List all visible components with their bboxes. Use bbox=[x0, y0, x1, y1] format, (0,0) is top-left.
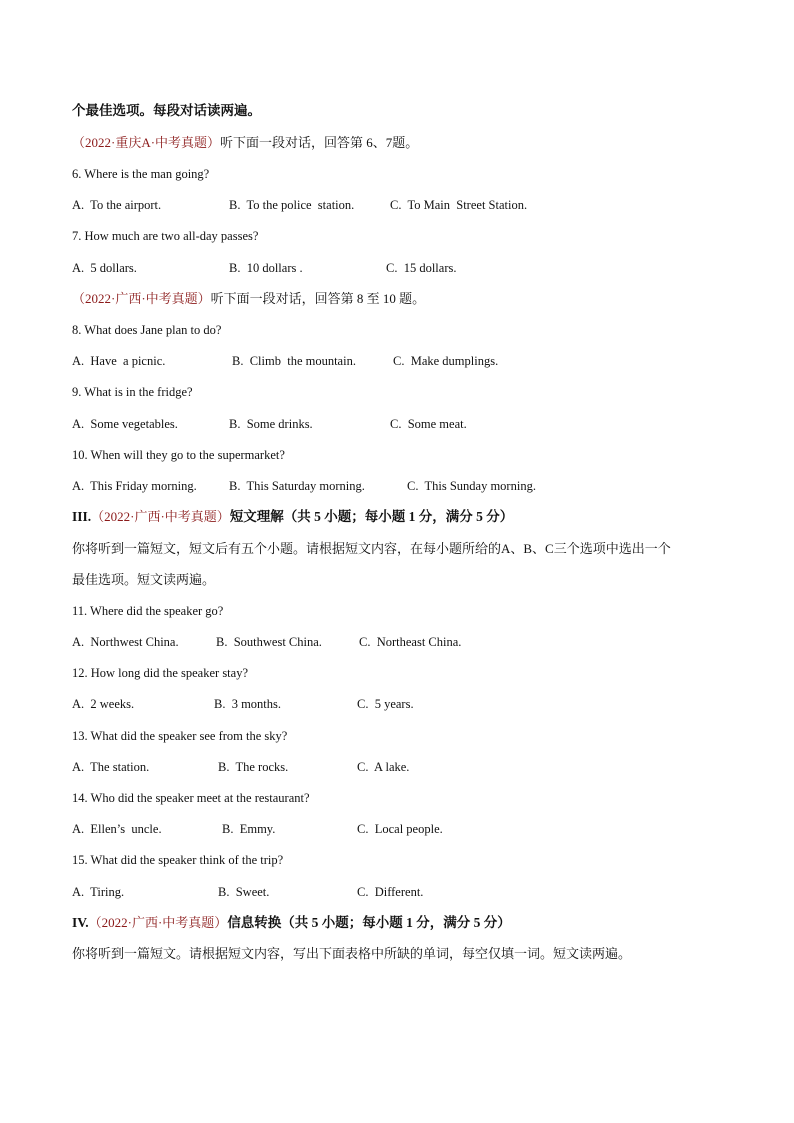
question-13: 13. What did the speaker see from the sky? bbox=[72, 729, 288, 743]
question-7: 7. How much are two all-day passes? bbox=[72, 229, 259, 243]
q6-option-c: C. To Main Street Station. bbox=[390, 198, 528, 212]
q8-option-a: A. Have a picnic. bbox=[72, 354, 166, 368]
q13-option-c: C. A lake. bbox=[357, 760, 410, 774]
q10-option-b: B. This Saturday morning. bbox=[229, 479, 365, 493]
dialog1-header bbox=[72, 135, 418, 151]
section-3-title: 短文理解（共 5 小题；每小题 1 分，满分 5 分） bbox=[229, 509, 514, 524]
q8-option-b: B. Climb the mountain. bbox=[232, 354, 356, 368]
dialog2-instruction: 听下面一段对话，回答第 8 至 10 题。 bbox=[210, 291, 426, 306]
section-3-heading bbox=[72, 509, 513, 525]
section-3-numeral: III. bbox=[72, 509, 92, 524]
q6-option-a: A. To the airport. bbox=[72, 198, 162, 212]
q12-option-c: C. 5 years. bbox=[357, 697, 414, 711]
q11-option-c: C. Northeast China. bbox=[359, 635, 462, 649]
q14-option-c: C. Local people. bbox=[357, 822, 443, 836]
section-4-instruction: 你将听到一篇短文。请根据短文内容，写出下面表格中所缺的单词，每空仅填一词。短文读两遍。 bbox=[72, 946, 632, 961]
q11-option-b: B. Southwest China. bbox=[216, 635, 322, 649]
question-11: 11. Where did the speaker go? bbox=[72, 604, 224, 618]
q11-option-a: A. Northwest China. bbox=[72, 635, 179, 649]
question-8: 8. What does Jane plan to do? bbox=[72, 323, 222, 337]
q14-option-b: B. Emmy. bbox=[222, 822, 276, 836]
q9-option-a: A. Some vegetables. bbox=[72, 417, 178, 431]
section-3-instruction-1: 你将听到一篇短文，短文后有五个小题。请根据短文内容，在每小题所给的A、B、C三个选项中选出一个 bbox=[72, 541, 671, 556]
q13-option-a: A. The station. bbox=[72, 760, 150, 774]
question-14: 14. Who did the speaker meet at the restaurant? bbox=[72, 791, 310, 805]
question-10: 10. When will they go to the supermarket? bbox=[72, 448, 285, 462]
q12-option-a: A. 2 weeks. bbox=[72, 697, 135, 711]
question-9: 9. What is in the fridge? bbox=[72, 385, 193, 399]
dialog1-source: （2022·重庆A·中考真题） bbox=[72, 135, 221, 150]
q7-option-b: B. 10 dollars . bbox=[229, 261, 303, 275]
q10-option-c: C. This Sunday morning. bbox=[407, 479, 536, 493]
q13-option-b: B. The rocks. bbox=[218, 760, 289, 774]
section-3-source: （2022·广西·中考真题） bbox=[91, 509, 230, 524]
q9-option-c: C. Some meat. bbox=[390, 417, 467, 431]
q10-option-a: A. This Friday morning. bbox=[72, 479, 197, 493]
q15-option-a: A. Tiring. bbox=[72, 885, 125, 899]
q7-option-c: C. 15 dollars. bbox=[386, 261, 457, 275]
section-4-numeral: IV. bbox=[72, 915, 89, 930]
dialog1-instruction: 听下面一段对话，回答第 6、7题。 bbox=[220, 135, 419, 150]
section-4-heading bbox=[72, 915, 511, 931]
q8-option-c: C. Make dumplings. bbox=[393, 354, 499, 368]
section-4-source: （2022·广西·中考真题） bbox=[88, 915, 228, 930]
q14-option-a: A. Ellen’s uncle. bbox=[72, 822, 162, 836]
intro-line: 个最佳选项。每段对话读两遍。 bbox=[72, 103, 261, 118]
q6-option-b: B. To the police station. bbox=[229, 198, 355, 212]
dialog2-source: （2022·广西·中考真题） bbox=[72, 291, 211, 306]
question-15: 15. What did the speaker think of the trip? bbox=[72, 853, 284, 867]
question-12: 12. How long did the speaker stay? bbox=[72, 666, 249, 680]
question-6: 6. Where is the man going? bbox=[72, 167, 210, 181]
section-4-title: 信息转换（共 5 小题；每小题 1 分，满分 5 分） bbox=[227, 915, 511, 930]
q12-option-b: B. 3 months. bbox=[214, 697, 282, 711]
dialog2-header bbox=[72, 291, 425, 307]
q7-option-a: A. 5 dollars. bbox=[72, 261, 137, 275]
q15-option-b: B. Sweet. bbox=[218, 885, 270, 899]
section-3-instruction-2: 最佳选项。短文读两遍。 bbox=[72, 572, 216, 587]
q9-option-b: B. Some drinks. bbox=[229, 417, 313, 431]
q15-option-c: C. Different. bbox=[357, 885, 424, 899]
